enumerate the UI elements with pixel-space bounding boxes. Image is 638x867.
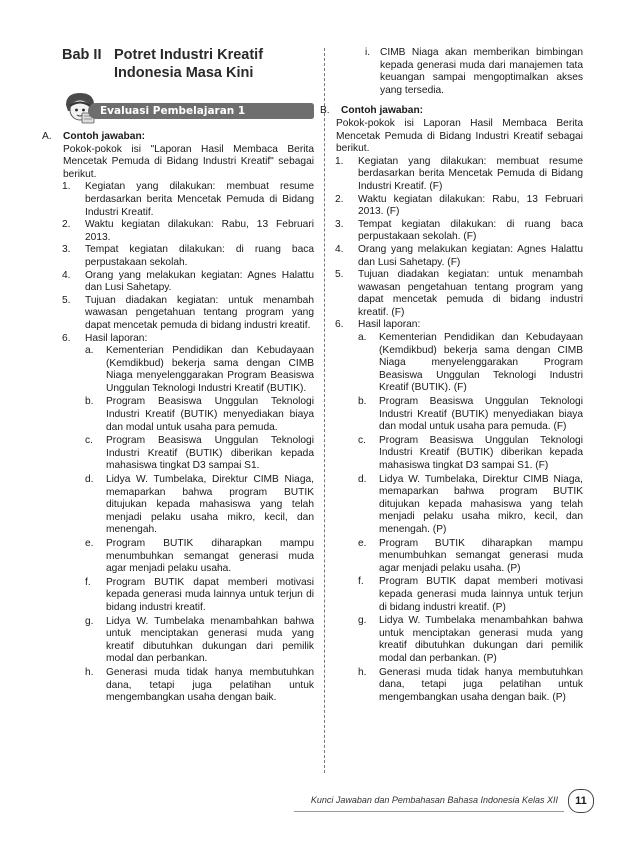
sub-list-item: e. Program BUTIK diharapkan mampu menumbuhkan semangat generasi muda agar menjadi pelaku usaha. [85,538,314,575]
list-item: 6. Hasil laporan: a. Kementerian Pendidikan dan Kebudayaan (Kemdikbud) bekerja sama dengan CIMB Niaga menyelenggarakan Program Beasiswa Unggulan Teknologi Industri Kreatif (BUTIK). (F) b. Program Beasiswa Unggulan Teknologi Industri Kreatif (BUTIK) menyediakan biaya dan modal untuk usaha para pemuda. (F) c. Program Beasiswa Unggulan Teknologi Industri Kreatif (BUTIK) diberikan kepada mahasiswa tingkat D3 sampai S1. (F) d. Lidya W. Tumbelaka, Direktur CIMB Niaga, memaparkan bahwa program BUTIK ditujukan kepada mahasiswa yang telah menjadi pelaku usaha mikro, kecil, dan menengah. (P) e. Program BUTIK diharapkan mampu menumbuhkan semangat generasi muda agar menjadi pelaku usaha. (P) f. Program BUTIK dapat memberi motivasi kepada generasi muda lainnya untuk terjun di bidang industri kreatif. (P) g. Lidya W. Tumbelaka menambahkan bahwa untuk menciptakan generasi muda yang kreatif dibutuhkan dukungan dari pemilik modal dan perbankan. (P) h. Generasi muda tidak hanya membutuhkan dana, tetapi juga pelatihan untuk mengembangkan usaha dengan baik. (P) [335,319,583,703]
section-a-list [62,181,314,704]
sub-list-item: g. Lidya W. Tumbelaka menambahkan bahwa untuk menciptakan generasi muda yang kreatif dibutuhkan dukungan dari pemilik modal dan perbankan. (P) [358,615,583,664]
list-item: 2. Waktu kegiatan dilakukan: Rabu, 13 Februari 2013. [62,219,314,243]
section-b-heading-text: Contoh jawaban: [341,105,424,117]
section-b-heading [320,105,583,118]
footer-text: Kunci Jawaban dan Pembahasan Bahasa Indonesia Kelas XII [310,795,558,805]
column-divider [324,48,325,773]
section-a-intro: Pokok-pokok isi "Laporan Hasil Membaca Berita Mencetak Pemuda di Bidang Industri Kreatif" sebagai berikut. [63,143,314,180]
sub-list-item: c. Program Beasiswa Unggulan Teknologi Industri Kreatif (BUTIK) diberikan kepada mahasiswa tingkat D3 sampai S1. [85,435,314,472]
sub-list-item: h. Generasi muda tidak hanya membutuhkan dana, tetapi juga pelatihan untuk mengembangkan usaha dengan baik. [85,666,314,704]
list-item: 4. Orang yang melakukan kegiatan: Agnes Halattu dan Lusi Sahetapy. (F) [335,243,583,268]
sub-list-item: d. Lidya W. Tumbelaka, Direktur CIMB Niaga, memaparkan bahwa program BUTIK ditujukan kepada mahasiswa yang telah menjadi pelaku usaha mikro, kecil, dan menengah. [85,474,314,536]
chapter-heading [62,47,314,83]
section-a-letter: A. [42,131,52,142]
list-item: 1. Kegiatan yang dilakukan: membuat resume berdasarkan berita Mencetak Pemuda di Bidang Industri Kreatif. (F) [335,155,583,192]
list-item: 1. Kegiatan yang dilakukan: membuat resume berdasarkan berita Mencetak Pemuda di Bidang Industri Kreatif. [62,181,314,218]
section-b-intro: Pokok-pokok isi Laporan Hasil Membaca Berita Mencetak Pemuda di Bidang Industri Kreatif sebagai berikut. [336,117,583,155]
sub-list-item: h. Generasi muda tidak hanya membutuhkan dana, tetapi juga pelatihan untuk mengembangkan usaha dengan baik. (P) [358,666,583,703]
sub-list-item: f. Program BUTIK dapat memberi motivasi kepada generasi muda lainnya untuk terjun di bidang industri kreatif. [85,576,314,613]
sub-list-item-i: i. CIMB Niaga akan memberikan bimbingan kepada generasi muda dari manajemen tata keuangan sampai mengoptimalkan akses yang tersedia. [365,47,583,96]
sub-list-item: b. Program Beasiswa Unggulan Teknologi Industri Kreatif (BUTIK) menyediakan biaya dan modal untuk usaha para pemuda. [85,396,314,433]
sub-list-item: c. Program Beasiswa Unggulan Teknologi Industri Kreatif (BUTIK) diberikan kepada mahasiswa tingkat D3 sampai S1. (F) [358,434,583,471]
list-item: 3. Tempat kegiatan dilakukan: di ruang baca perpustakaan sekolah. [62,244,314,268]
section-a-heading-text: Contoh jawaban: [63,131,146,142]
sub-list-item: e. Program BUTIK diharapkan mampu menumbuhkan semangat generasi muda agar menjadi pelaku usaha. (P) [358,537,583,574]
list-item: 5. Tujuan diadakan kegiatan: untuk menambah wawasan pengetahuan tentang program yang dapat mencetak pemuda di bidang industri kreatif. (F) [335,269,583,318]
left-column [42,47,314,706]
page-number: 11 [568,789,594,813]
list-item: 3. Tempat kegiatan dilakukan: di ruang baca perpustakaan sekolah. (F) [335,218,583,243]
list-item: 6. Hasil laporan: a. Kementerian Pendidikan dan Kebudayaan (Kemdikbud) bekerja sama dengan CIMB Niaga menyelenggarakan Program Beasiswa Unggulan Teknologi Industri Kreatif (BUTIK). b. Program Beasiswa Unggulan Teknologi Industri Kreatif (BUTIK) menyediakan biaya dan modal untuk usaha para pemuda. c. Program Beasiswa Unggulan Teknologi Industri Kreatif (BUTIK) diberikan kepada mahasiswa tingkat D3 sampai S1. d. Lidya W. Tumbelaka, Direktur CIMB Niaga, memaparkan bahwa program BUTIK ditujukan kepada mahasiswa yang telah menjadi pelaku usaha mikro, kecil, dan menengah. e. Program BUTIK diharapkan mampu menumbuhkan semangat generasi muda agar menjadi pelaku usaha. f. Program BUTIK dapat memberi motivasi kepada generasi muda lainnya untuk terjun di bidang industri kreatif. g. Lidya W. Tumbelaka menambahkan bahwa untuk menciptakan generasi muda yang kreatif dibutuhkan dukungan dari pemilik modal dan perbankan. h. Generasi muda tidak hanya membutuhkan dana, tetapi juga pelatihan untuk mengembangkan usaha dengan baik. [62,332,314,704]
right-column [320,47,583,705]
sub-list-item: g. Lidya W. Tumbelaka menambahkan bahwa untuk menciptakan generasi muda yang kreatif dibutuhkan dukungan dari pemilik modal dan perbankan. [85,615,314,665]
sub-list-item: d. Lidya W. Tumbelaka, Direktur CIMB Niaga, memaparkan bahwa program BUTIK ditujukan kepada mahasiswa yang telah menjadi pelaku usaha mikro, kecil, dan menengah. (P) [358,473,583,535]
section-a-heading [42,131,314,144]
list-item: 5. Tujuan diadakan kegiatan: untuk menambah wawasan pengetahuan tentang program yang dapat mencetak pemuda di bidang industri kreatif. [62,294,314,331]
section-a-sublist [85,345,314,705]
sub-list-item: f. Program BUTIK dapat memberi motivasi kepada generasi muda lainnya untuk terjun di bidang industri kreatif. (P) [358,576,583,613]
section-b-letter: B. [320,105,330,117]
list-item: 2. Waktu kegiatan dilakukan: Rabu, 13 Februari 2013. (F) [335,193,583,218]
section-banner [62,91,314,125]
section-b-sublist [358,332,583,704]
sub-list-item: a. Kementerian Pendidikan dan Kebudayaan (Kemdikbud) bekerja sama dengan CIMB Niaga menyelenggarakan Program Beasiswa Unggulan Teknologi Industri Kreatif (BUTIK). (F) [358,332,583,394]
banner-label: Evaluasi Pembelajaran 1 [88,103,314,119]
chapter-title: Potret Industri Kreatif Indonesia Masa Kini [114,47,264,81]
footer-rule [294,811,564,812]
sub-list-item: b. Program Beasiswa Unggulan Teknologi Industri Kreatif (BUTIK) menyediakan biaya dan modal untuk usaha para pemuda. (F) [358,396,583,433]
section-b-list [335,156,583,705]
sub-list-item: a. Kementerian Pendidikan dan Kebudayaan (Kemdikbud) bekerja sama dengan CIMB Niaga menyelenggarakan Program Beasiswa Unggulan Teknologi Industri Kreatif (BUTIK). [85,345,314,394]
chapter-number: Bab II [62,47,102,63]
list-item: 4. Orang yang melakukan kegiatan: Agnes Halattu dan Lusi Sahetapy. [62,269,314,294]
